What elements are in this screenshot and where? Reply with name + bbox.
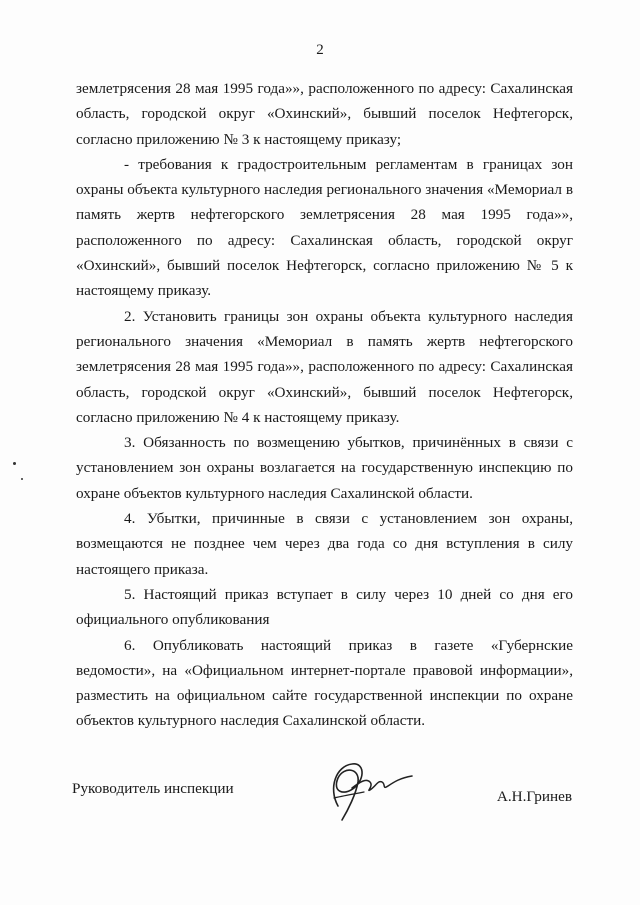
paragraph-requirements-item: - требования к градостроительным регламентам в границах зон охраны объекта культурного наследия регионального значения «Мемориал в память жертв нефтегорского землетрясения 28 мая 1995 года»», расположенного по адресу: Сахалинская область, городской округ «Охинский», бывший поселок Нефтегорск, согласно приложению № 5 к настоящему приказу. — [76, 155, 573, 300]
signatory-title: Руководитель инспекции — [72, 780, 234, 797]
paragraph-item-6: 6. Опубликовать настоящий приказ в газете «Губернские ведомости», на «Официальном интернет-портале правовой информации», разместить на официальном сайте государственной инспекции по охране объектов культурного наследия Сахалинской области. — [76, 636, 573, 730]
page-number: 2 — [316, 42, 324, 58]
paragraph-continuation: землетрясения 28 мая 1995 года»», расположенного по адресу: Сахалинская область, городской округ «Охинский», бывший поселок Нефтегорск, согласно приложению № 3 к настоящему приказу; — [76, 80, 573, 148]
paragraph-item-4: 4. Убытки, причинные в связи с установлением зон охраны, возмещаются не позднее чем через два года со дня вступления в силу настоящего приказа. — [76, 510, 573, 578]
scan-speck — [21, 478, 23, 480]
paragraph-item-2: 2. Установить границы зон охраны объекта культурного наследия регионального значения «Мемориал в память жертв нефтегорского землетрясения 28 мая 1995 года»», расположенного по адресу: Сахалинская область, городской округ «Охинский», бывший поселок Нефтегорск, согласно приложению № 4 к настоящему приказу. — [76, 307, 573, 426]
paragraph-item-5: 5. Настоящий приказ вступает в силу через 10 дней со дня его официального опубликования — [76, 585, 573, 629]
signatory-name: А.Н.Гринев — [496, 788, 572, 805]
document-body — [76, 76, 573, 734]
scan-speck — [13, 462, 16, 465]
handwritten-signature — [308, 748, 418, 828]
signature-block — [72, 780, 572, 820]
paragraph-item-3: 3. Обязанность по возмещению убытков, причинённых в связи с установлением зон охраны возлагается на государственную инспекцию по охране объектов культурного наследия Сахалинской области. — [76, 434, 573, 502]
